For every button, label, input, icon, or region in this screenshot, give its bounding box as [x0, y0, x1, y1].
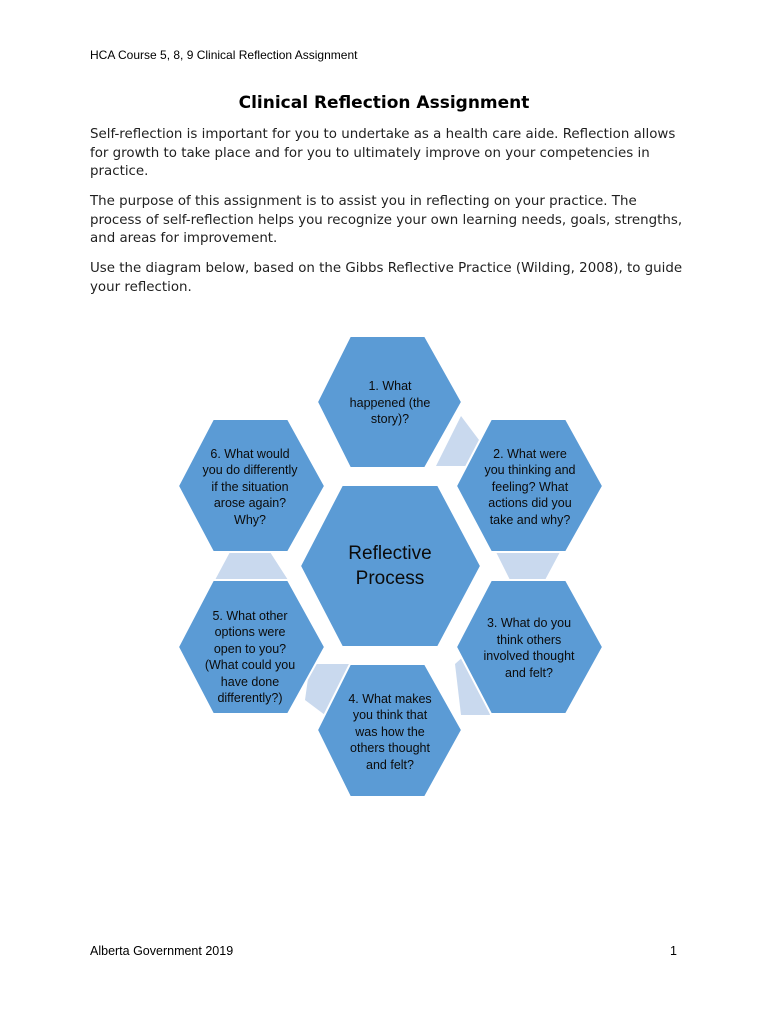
connector-2-3 — [496, 552, 560, 580]
step-2-text: 2. What were you thinking and feeling? What actions did you take and why? — [484, 446, 576, 527]
step-3-text: 3. What do you think others involved thought and felt? — [483, 616, 575, 680]
intro-paragraph-1: Self-reflection is important for you to undertake as a health care aide. Reflection allows for growth to take place and for you to ultimately improve on your competencies in practice. — [90, 127, 676, 179]
step-4-text: 4. What makes you think that was how the others thought and felt? — [348, 691, 432, 772]
intro-paragraph-2: The purpose of this assignment is to assist you in reflecting on your practice. The process of self-reflection helps you recognize your own learning needs, goals, strengths, and areas for improvement. — [90, 194, 683, 246]
footer-organization: Alberta Government 2019 — [90, 944, 234, 958]
footer-page-number: 1 — [670, 944, 677, 958]
step-6-text: 6. What would you do differently if the situation arose again? Why? — [202, 446, 298, 527]
center-text: Reflective Process — [348, 543, 432, 589]
step-5-text: 5. What other options were open to you? (What could you have done differently?) — [204, 608, 296, 705]
intro-paragraph-3: Use the diagram below, based on the Gibbs Reflective Practice (Wilding, 2008), to guide your reflection. — [90, 261, 683, 295]
connector-5-6 — [215, 552, 288, 580]
page-title: Clinical Reflection Assignment — [238, 93, 530, 113]
header-course-line: HCA Course 5, 8, 9 Clinical Reflection Assignment — [90, 48, 358, 62]
step-1-text: 1. What happened (the story)? — [349, 379, 431, 427]
